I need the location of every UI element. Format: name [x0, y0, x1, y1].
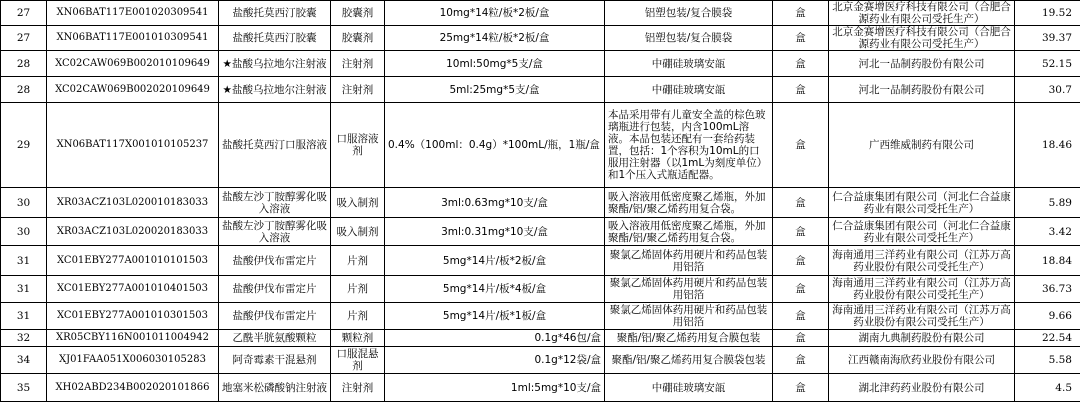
row-number: 28 [1, 77, 47, 103]
row-number: 34 [1, 347, 47, 374]
specification: 0.4%（100ml：0.4g）*100mL/瓶，1瓶/盒 [385, 103, 605, 188]
drug-code: XN06BAT117X001010105237 [47, 103, 219, 188]
price: 4.5 [1015, 374, 1080, 402]
drug-name: 乙酰半胱氨酸颗粒 [219, 330, 331, 347]
unit: 盒 [773, 188, 829, 218]
packaging-material: 聚氯乙烯固体药用硬片和药品包装用铝箔 [605, 303, 773, 330]
row-number: 27 [1, 26, 47, 51]
unit: 盒 [773, 26, 829, 51]
drug-code: XR03ACZ103L020020183033 [47, 218, 219, 246]
row-number: 31 [1, 246, 47, 276]
company: 湖南九典制药股份有限公司 [829, 330, 1015, 347]
drug-code: XC02CAW069B002010109649 [47, 51, 219, 77]
unit: 盒 [773, 218, 829, 246]
specification: 3ml:0.63mg*10支/盒 [385, 188, 605, 218]
unit: 盒 [773, 103, 829, 188]
price: 18.84 [1015, 246, 1080, 276]
dosage-form: 颗粒剂 [331, 330, 385, 347]
drug-name: 地塞米松磷酸钠注射液 [219, 374, 331, 402]
unit: 盒 [773, 330, 829, 347]
unit: 盒 [773, 51, 829, 77]
specification: 25mg*14粒/板*2板/盒 [385, 26, 605, 51]
table-row [1, 51, 1080, 77]
drug-name: 盐酸托莫西汀口服溶液 [219, 103, 331, 188]
unit: 盒 [773, 347, 829, 374]
row-number: 27 [1, 1, 47, 26]
price: 52.15 [1015, 51, 1080, 77]
row-number: 31 [1, 276, 47, 303]
company: 广西维威制药有限公司 [829, 103, 1015, 188]
drug-code: XC02CAW069B002020109649 [47, 77, 219, 103]
drug-code: XR03ACZ103L020010183033 [47, 188, 219, 218]
table-row [1, 276, 1080, 303]
specification: 10ml:50mg*5支/盒 [385, 51, 605, 77]
price: 19.52 [1015, 1, 1080, 26]
packaging-material: 铝塑包装/复合膜袋 [605, 1, 773, 26]
dosage-form: 吸入制剂 [331, 188, 385, 218]
price: 9.66 [1015, 303, 1080, 330]
unit: 盒 [773, 276, 829, 303]
dosage-form: 口服溶液剂 [331, 103, 385, 188]
specification: 5mg*14片/板*4板/盒 [385, 276, 605, 303]
packaging-material: 铝塑包装/复合膜袋 [605, 26, 773, 51]
drug-name: 盐酸左沙丁胺醇雾化吸入溶液 [219, 218, 331, 246]
row-number: 30 [1, 188, 47, 218]
row-number: 32 [1, 330, 47, 347]
dosage-form: 注射剂 [331, 51, 385, 77]
packaging-material: 吸入溶液用低密度聚乙烯瓶，外加聚酯/铝/聚乙烯药用复合袋。 [605, 218, 773, 246]
drug-name: 盐酸托莫西汀胶囊 [219, 1, 331, 26]
price: 3.42 [1015, 218, 1080, 246]
dosage-form: 注射剂 [331, 77, 385, 103]
company: 河北一品制药股份有限公司 [829, 77, 1015, 103]
company: 河北一品制药股份有限公司 [829, 51, 1015, 77]
table-row [1, 26, 1080, 51]
company: 湖北津药药业股份有限公司 [829, 374, 1015, 402]
drug-code: XR05CBY116N001011004942 [47, 330, 219, 347]
company: 北京金赛增医疗科技有限公司（合肥合源药业有限公司受托生产） [829, 1, 1015, 26]
row-number: 35 [1, 374, 47, 402]
price: 39.37 [1015, 26, 1080, 51]
price: 22.54 [1015, 330, 1080, 347]
drug-name: 盐酸伊伐布雷定片 [219, 246, 331, 276]
company: 江西赣南海欣药业股份有限公司 [829, 347, 1015, 374]
dosage-form: 胶囊剂 [331, 26, 385, 51]
table-row [1, 1, 1080, 26]
packaging-material: 中硼硅玻璃安瓿 [605, 51, 773, 77]
dosage-form: 注射剂 [331, 374, 385, 402]
packaging-material: 中硼硅玻璃安瓿 [605, 374, 773, 402]
drug-name: 盐酸伊伐布雷定片 [219, 303, 331, 330]
table-row [1, 374, 1080, 402]
drug-name: 盐酸左沙丁胺醇雾化吸入溶液 [219, 188, 331, 218]
price: 30.7 [1015, 77, 1080, 103]
dosage-form: 片剂 [331, 246, 385, 276]
specification: 3ml:0.31mg*10支/盒 [385, 218, 605, 246]
row-number: 29 [1, 103, 47, 188]
dosage-form: 口服混悬剂 [331, 347, 385, 374]
company: 仁合益康集团有限公司（河北仁合益康药业有限公司受托生产） [829, 218, 1015, 246]
packaging-material: 中硼硅玻璃安瓿 [605, 77, 773, 103]
packaging-material: 聚氯乙烯固体药用硬片和药品包装用铝箔 [605, 276, 773, 303]
row-number: 28 [1, 51, 47, 77]
dosage-form: 吸入制剂 [331, 218, 385, 246]
drug-name: ★盐酸乌拉地尔注射液 [219, 51, 331, 77]
specification: 0.1g*46包/盒 [385, 330, 605, 347]
company: 海南通用三洋药业有限公司（江苏万高药业股份有限公司受托生产） [829, 276, 1015, 303]
drug-code: XC01EBY277A001010401503 [47, 276, 219, 303]
specification: 5mg*14片/板*1板/盒 [385, 303, 605, 330]
table-row [1, 330, 1080, 347]
price: 5.89 [1015, 188, 1080, 218]
unit: 盒 [773, 374, 829, 402]
table-row [1, 188, 1080, 218]
specification: 5mg*14片/板*2板/盒 [385, 246, 605, 276]
drug-name: 阿奇霉素干混悬剂 [219, 347, 331, 374]
company: 北京金赛增医疗科技有限公司（合肥合源药业有限公司受托生产） [829, 26, 1015, 51]
unit: 盒 [773, 77, 829, 103]
table-row [1, 103, 1080, 188]
company: 海南通用三洋药业有限公司（江苏万高药业股份有限公司受托生产） [829, 246, 1015, 276]
table-row [1, 218, 1080, 246]
dosage-form: 片剂 [331, 303, 385, 330]
drug-code: XN06BAT117E001020309541 [47, 1, 219, 26]
table-row [1, 347, 1080, 374]
specification: 0.1g*12袋/盒 [385, 347, 605, 374]
packaging-material: 本品采用带有儿童安全盖的棕色玻璃瓶进行包装，内含100mL溶液。本品包装还配有一套给药装置，包括：1个容积为10mL的口服用注射器（以1mL为刻度单位）和1个压入式瓶适配器。 [605, 103, 773, 188]
row-number: 31 [1, 303, 47, 330]
drug-code: XC01EBY277A001010301503 [47, 303, 219, 330]
drug-name: ★盐酸乌拉地尔注射液 [219, 77, 331, 103]
drug-code: XC01EBY277A001010101503 [47, 246, 219, 276]
drug-code: XJ01FAA051X006030105283 [47, 347, 219, 374]
drug-name: 盐酸托莫西汀胶囊 [219, 26, 331, 51]
company: 海南通用三洋药业有限公司（江苏万高药业股份有限公司受托生产） [829, 303, 1015, 330]
dosage-form: 胶囊剂 [331, 1, 385, 26]
drug-name: 盐酸伊伐布雷定片 [219, 276, 331, 303]
table-row [1, 246, 1080, 276]
packaging-material: 聚酯/铝/聚乙烯药用复合膜袋包装 [605, 347, 773, 374]
specification: 10mg*14粒/板*2板/盒 [385, 1, 605, 26]
drug-code: XH02ABD234B002020101866 [47, 374, 219, 402]
packaging-material: 吸入溶液用低密度聚乙烯瓶，外加聚酯/铝/聚乙烯药用复合袋。 [605, 188, 773, 218]
row-number: 30 [1, 218, 47, 246]
packaging-material: 聚酯/铝/聚乙烯药用复合膜包装 [605, 330, 773, 347]
dosage-form: 片剂 [331, 276, 385, 303]
price: 36.73 [1015, 276, 1080, 303]
price: 18.46 [1015, 103, 1080, 188]
packaging-material: 聚氯乙烯固体药用硬片和药品包装用铝箔 [605, 246, 773, 276]
price: 5.58 [1015, 347, 1080, 374]
unit: 盒 [773, 1, 829, 26]
table-row [1, 77, 1080, 103]
company: 仁合益康集团有限公司（河北仁合益康药业有限公司受托生产） [829, 188, 1015, 218]
specification: 5ml:25mg*5支/盒 [385, 77, 605, 103]
table-row [1, 303, 1080, 330]
unit: 盒 [773, 303, 829, 330]
unit: 盒 [773, 246, 829, 276]
drug-code: XN06BAT117E001010309541 [47, 26, 219, 51]
specification: 1ml:5mg*10支/盒 [385, 374, 605, 402]
